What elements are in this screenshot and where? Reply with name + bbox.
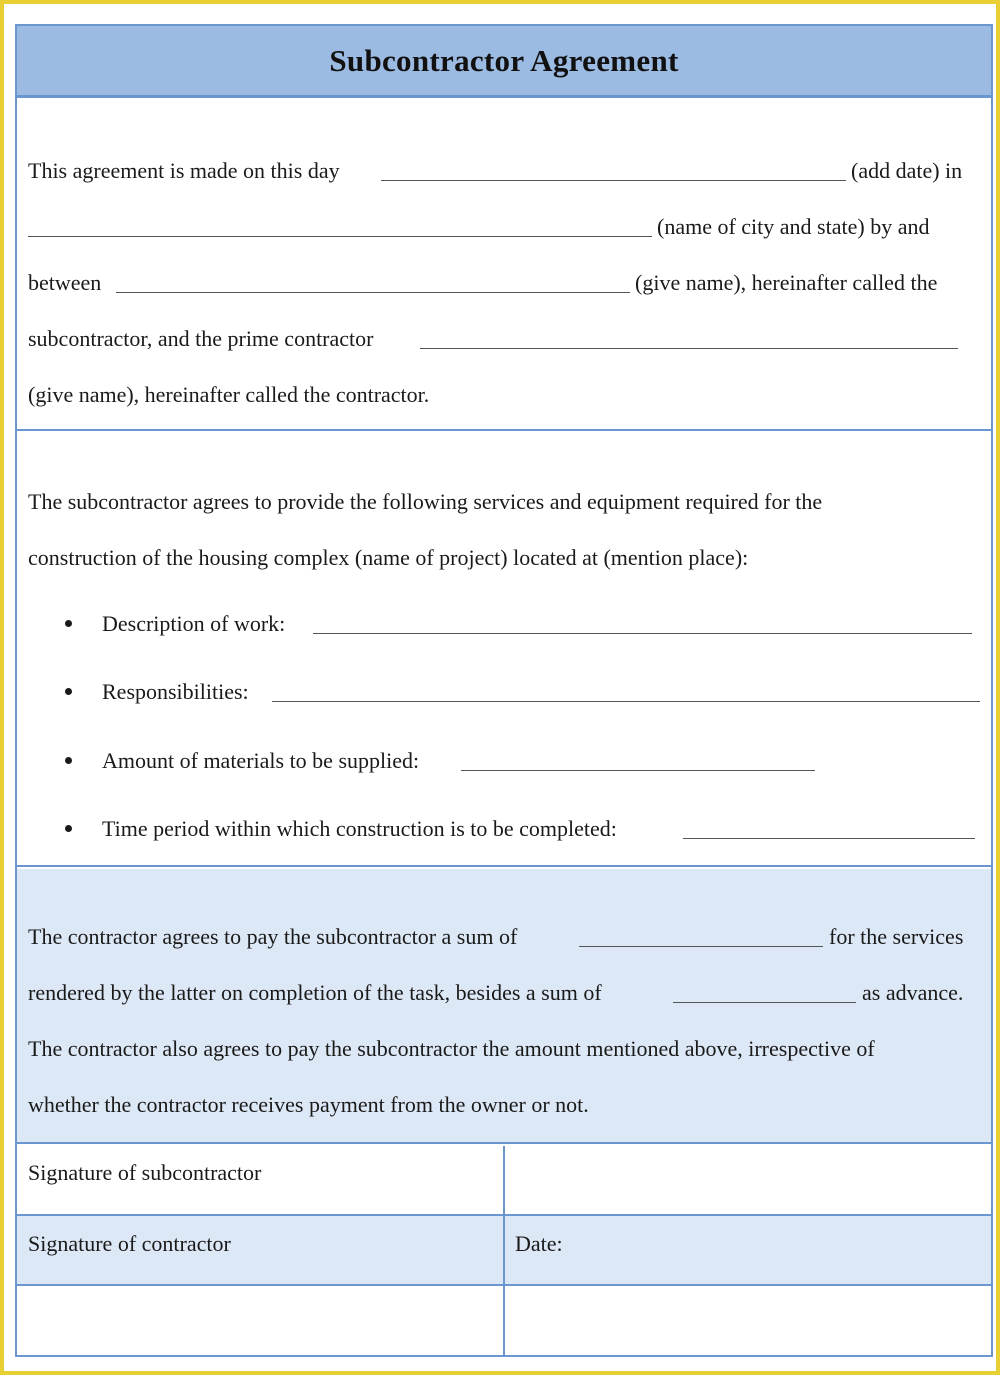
responsibilities-blank[interactable] [272, 701, 980, 702]
description-of-work-blank[interactable] [313, 633, 972, 634]
responsibilities-label: Responsibilities: [102, 679, 249, 704]
intro-text-between: between [28, 270, 102, 295]
intro-text-prime-contractor: subcontractor, and the prime contractor [28, 326, 374, 351]
payment-text-services: for the services [829, 924, 964, 949]
city-state-blank[interactable] [28, 236, 652, 237]
description-of-work-label: Description of work: [102, 611, 286, 636]
intro-text-date-hint: (add date) in [851, 158, 963, 183]
document-title: Subcontractor Agreement [329, 42, 679, 78]
contractor-signature-label: Signature of contractor [28, 1231, 231, 1256]
payment-text-as-advance: as advance. [862, 980, 964, 1005]
materials-label: Amount of materials to be supplied: [102, 748, 420, 773]
services-section [17, 433, 991, 867]
date-blank[interactable] [381, 180, 846, 181]
subcontractor-name-blank[interactable] [116, 292, 630, 293]
bullet-icon [65, 757, 72, 764]
date-label: Date: [515, 1231, 563, 1256]
payment-text-advance: rendered by the latter on completion of the task, besides a sum of [28, 980, 602, 1005]
advance-sum-blank[interactable] [673, 1002, 856, 1003]
payment-text-owner: whether the contractor receives payment from the owner or not. [28, 1092, 589, 1117]
intro-text-city-hint: (name of city and state) by and [657, 214, 930, 239]
payment-sum-blank[interactable] [579, 946, 823, 947]
services-paragraph-line-1: The subcontractor agrees to provide the following services and equipment required for the [28, 489, 823, 514]
table-column-divider [503, 1146, 505, 1355]
payment-text-irrespective: The contractor also agrees to pay the subcontractor the amount mentioned above, irrespective of [28, 1036, 875, 1061]
materials-blank[interactable] [461, 770, 815, 771]
bullet-icon [65, 688, 72, 695]
agreement-form [15, 24, 993, 1357]
time-period-label: Time period within which construction is to be completed: [102, 816, 617, 841]
intro-section [17, 101, 991, 431]
time-period-blank[interactable] [683, 838, 975, 839]
payment-text-sum: The contractor agrees to pay the subcontractor a sum of [28, 924, 518, 949]
payment-section [17, 869, 991, 1144]
intro-text-contractor-hint: (give name), hereinafter called the contractor. [28, 382, 430, 407]
title-bar [17, 26, 991, 98]
signature-table [17, 1146, 991, 1355]
contractor-name-blank[interactable] [420, 348, 958, 349]
services-paragraph-line-2: construction of the housing complex (name of project) located at (mention place): [28, 545, 749, 570]
intro-text-date: This agreement is made on this day [28, 158, 340, 183]
intro-text-subcontractor-hint: (give name), hereinafter called the [635, 270, 938, 295]
bullet-icon [65, 825, 72, 832]
subcontractor-signature-label: Signature of subcontractor [28, 1160, 262, 1185]
bullet-icon [65, 620, 72, 627]
